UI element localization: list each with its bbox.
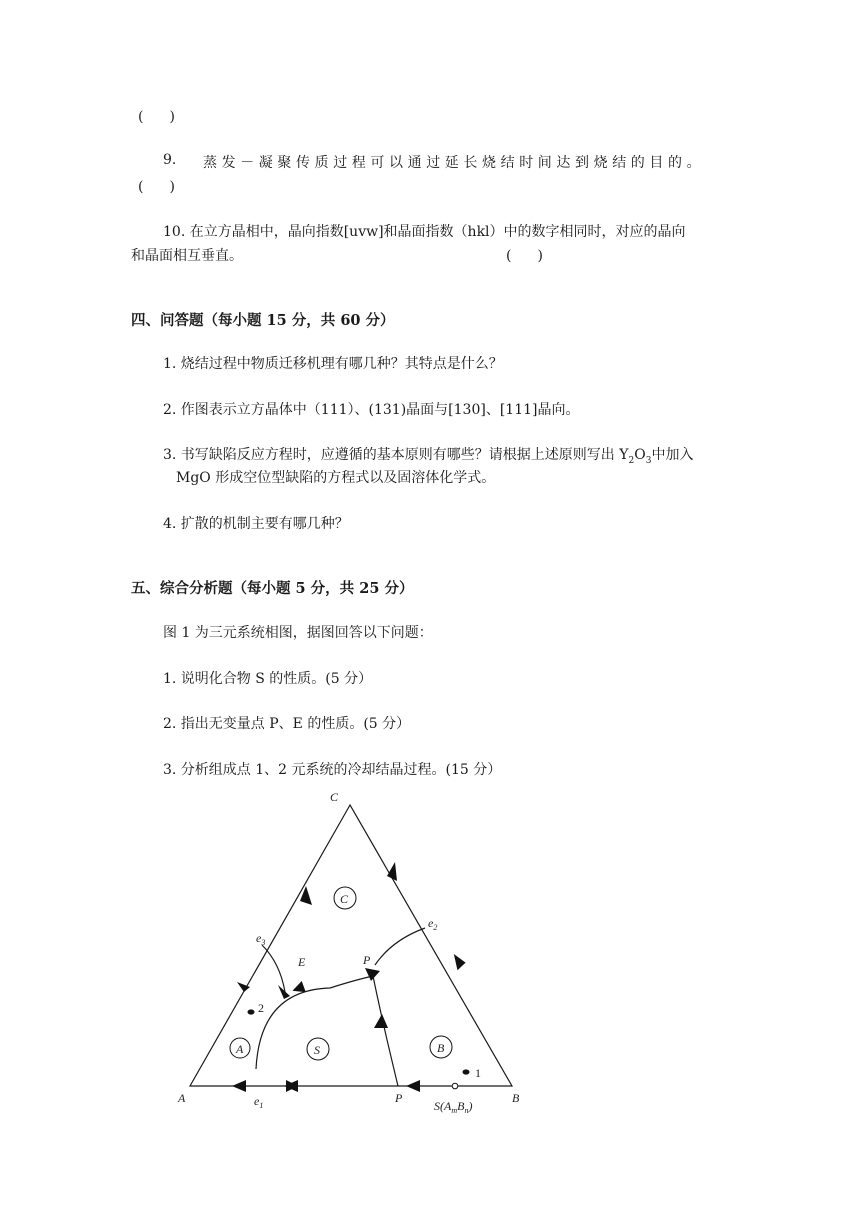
section4-question-2: 2. 作图表示立方晶体中（111）、(131)晶面与[130]、[111]晶向。 (163, 402, 580, 418)
section5-question-2: 2. 指出无变量点 P、E 的性质。(5 分） (163, 716, 411, 732)
section4-question-4: 4. 扩散的机制主要有哪几种？ (163, 516, 349, 532)
section4-question-1: 1. 烧结过程中物质迁移机理有哪几种？其特点是什么？ (163, 356, 503, 372)
boundary-P-p (373, 976, 398, 1086)
item10-answer-paren: ( ) (506, 248, 549, 264)
point-1-label: 1 (475, 1066, 481, 1080)
point-2-label: 2 (258, 1001, 264, 1015)
section5-intro: 图 1 为三元系统相图，据图回答以下问题： (163, 625, 433, 641)
item10-line2: 和晶面相互垂直。 (131, 248, 243, 264)
item8-answer-paren: ( ) (138, 109, 181, 125)
section4-title: 四、问答题（每小题 15 分，共 60 分） (131, 312, 395, 329)
vertex-c-label: C (330, 790, 339, 804)
vertex-b-label: B (512, 1091, 520, 1105)
boundary-e3-E (262, 945, 285, 992)
arrowheads (232, 862, 467, 1092)
ternary-phase-diagram (150, 780, 550, 1125)
e1-label: $e_1$ (254, 1094, 264, 1110)
point-p-base-label: P (395, 1091, 403, 1105)
field-c-label: C (340, 892, 349, 906)
arrow-inner-up (374, 1014, 388, 1028)
field-a-label: A (236, 1042, 244, 1056)
point-p-inner-label: P (363, 953, 371, 967)
point-2-dot (248, 1009, 255, 1014)
item9-text: 蒸发－凝聚传质过程可以通过延长烧结时间达到烧结的目的。 (203, 155, 706, 171)
e2-label: $e_2$ (428, 916, 438, 932)
section4-question-3-line1: 3. 书写缺陷反应方程时，应遵循的基本原则有哪些？请根据上述原则写出 $Y_2O_3$中加入 (163, 447, 694, 466)
section4-question-3-line2: MgO 形成空位型缺陷的方程式以及固溶体化学式。 (176, 470, 496, 486)
section5-title: 五、综合分析题（每小题 5 分，共 25 分） (131, 580, 414, 597)
section5-question-1: 1. 说明化合物 S 的性质。(5 分） (163, 671, 373, 687)
boundary-e2-P (375, 928, 425, 965)
section5-question-3: 3. 分析组成点 1、2 元系统的冷却结晶过程。(15 分） (163, 762, 502, 778)
compound-s-marker (452, 1083, 458, 1089)
field-b-label: B (437, 1041, 445, 1055)
point-1-dot (463, 1069, 470, 1074)
item9-answer-paren: ( ) (138, 179, 181, 195)
e3-label: $e_3$ (256, 931, 266, 947)
point-e-label: E (298, 955, 306, 969)
field-s-label: S (314, 1043, 320, 1057)
arrow-base-1 (232, 1080, 246, 1092)
item9-number: 9. (163, 152, 177, 168)
compound-s-label: $S(A_mB_n)$ (434, 1099, 473, 1115)
vertex-a-label: A (178, 1091, 186, 1105)
item10-line1: 10. 在立方晶相中，晶向指数[uvw]和晶面指数（hkl）中的数字相同时，对应的晶向 (163, 224, 686, 240)
